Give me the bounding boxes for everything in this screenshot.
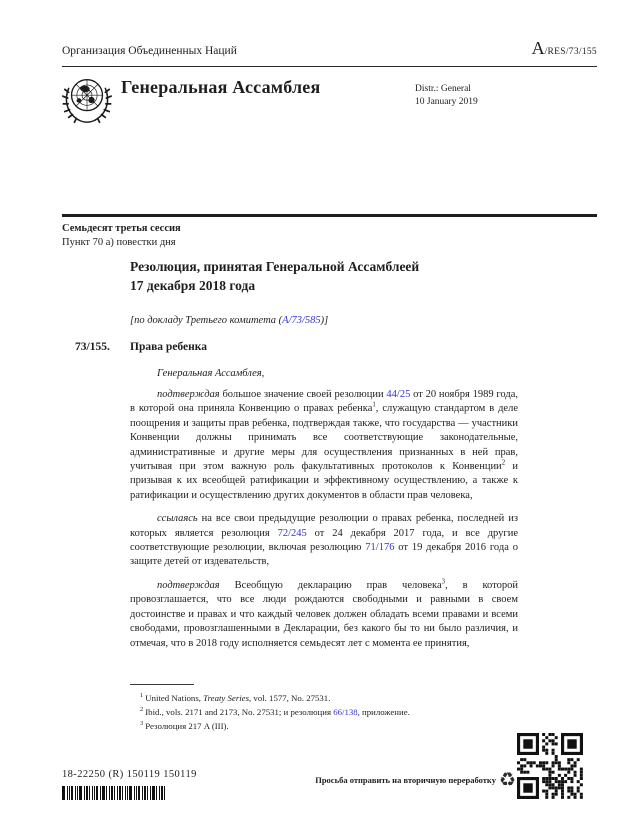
text-run: большое значение своей резолюции <box>219 389 387 400</box>
agenda-item: Пункт 70 а) повестки дня <box>62 236 176 248</box>
footnote-ref: 3 <box>441 578 446 586</box>
document-symbol-big: A <box>531 38 545 58</box>
footnote <box>130 690 518 704</box>
text-run: подтверждая <box>157 579 220 591</box>
distr-line: Distr.: General <box>415 84 471 94</box>
footnote-ref: 1 <box>372 401 376 409</box>
resolution-body <box>75 256 518 651</box>
text-run: от 24 декабря 2017 года, и все другие соответствующие резолюции, включая резолюцию <box>130 527 518 554</box>
text-run: , в которой провозглашается, что все люди рождаются свободными и равными в своем достоинстве и правах и что каждый человек должен обладать всеми правами и всеми свободами, провозглашенными в Декларации, без какого бы то ни было различия, и отмечая, что в 2018 году исполняется семьдесят лет с момента ее принятия, <box>130 579 518 649</box>
text-run: Treaty Series <box>203 692 250 703</box>
session-block <box>62 222 181 249</box>
section-rule <box>62 214 597 217</box>
footnote <box>130 704 518 718</box>
document-symbol-rest: /RES/73/155 <box>544 47 597 57</box>
recycle-icon: ♻ <box>498 768 516 791</box>
doc-link[interactable]: 66/138 <box>333 706 358 717</box>
footnote-number: 3 <box>140 719 144 727</box>
barcode-icon <box>62 786 178 801</box>
distribution-block <box>415 83 478 109</box>
job-number: 18-22250 (R) 150119 150119 <box>62 769 197 780</box>
text-run: , приложение. <box>357 706 410 717</box>
un-emblem-icon <box>58 71 116 129</box>
doc-link[interactable]: 71/176 <box>365 542 395 554</box>
body-paragraph <box>130 388 518 503</box>
text-run: ссылаясь <box>157 513 198 525</box>
opening-line: Генеральная Ассамблея, <box>157 368 265 379</box>
text-run: от 20 ноября 1989 года, в которой она приняла Конвенцию о правах ребенка <box>130 389 518 415</box>
text-run: [по докладу Третьего комитета ( <box>130 315 283 326</box>
resolution-subject: Права ребенка <box>130 341 207 353</box>
text-run: , служащую стандартом в деле поощрения и защиты прав ребенка, подтверждая также, что государства — участники Конвенции должны принимать все соответствующие законодательные, административные и другие меры для осуществления признанных в ней прав, учитывая при этом важную роль факультативных протоколов к Конвенции <box>130 403 518 473</box>
text-run: на все свои предыдущие резолюции о правах ребенка, последней из которых является резолюция <box>130 513 518 539</box>
report-note <box>130 315 518 326</box>
date-line: 10 January 2019 <box>415 97 478 107</box>
body-paragraph <box>130 579 518 651</box>
session-title: Семьдесят третья сессия <box>62 223 181 234</box>
doc-link[interactable]: 44/25 <box>386 389 411 400</box>
text-run: Всеобщую декларацию прав человека <box>219 579 442 591</box>
recycle-text: Просьба отправить на вторичную переработку <box>315 775 496 785</box>
resolution-preamble <box>130 388 518 651</box>
text-run: и призывая к их всеобщей ратификации и эффективному осуществлению, а также к ратификации и осуществлению других документов в области прав человека, <box>130 461 518 501</box>
footnote-number: 1 <box>140 692 144 699</box>
org-name: Организация Объединенных Наций <box>62 45 237 57</box>
resolution-number-title <box>75 341 518 353</box>
resolution-heading-line1: Резолюция, принятая Генеральной Ассамблеей <box>130 259 420 274</box>
text-run: подтверждая <box>157 389 220 400</box>
assembly-title: Генеральная Ассамблея <box>121 77 321 97</box>
text-run: United Nations, <box>145 692 204 703</box>
text-run: Ibid., vols. 2171 and 2173, No. 27531; и резолюция <box>145 706 334 717</box>
footnote-ref: 2 <box>501 459 506 467</box>
header-rule <box>62 66 597 67</box>
footnotes-block <box>130 684 518 732</box>
footnote-number: 2 <box>140 705 144 713</box>
footnote <box>130 718 518 732</box>
text-run: , vol. 1577, No. 27531. <box>249 692 331 703</box>
text-run: )] <box>320 315 329 326</box>
footnote-separator <box>130 684 194 685</box>
resolution-number: 73/155. <box>75 341 110 353</box>
footnote-list <box>130 690 518 732</box>
doc-link[interactable]: 72/245 <box>277 527 307 539</box>
doc-link[interactable]: A/73/585 <box>282 315 321 326</box>
resolution-heading-line2: 17 декабря 2018 года <box>130 277 256 293</box>
qr-code-icon <box>517 733 583 799</box>
text-run: от 19 декабря 2016 года о защите детей от издевательств, <box>130 542 518 568</box>
text-run: Резолюция 217 A (III). <box>145 720 229 731</box>
body-paragraph <box>130 512 518 570</box>
resolution-heading <box>130 258 518 295</box>
recycle-note <box>315 768 516 792</box>
document-symbol <box>532 38 597 59</box>
